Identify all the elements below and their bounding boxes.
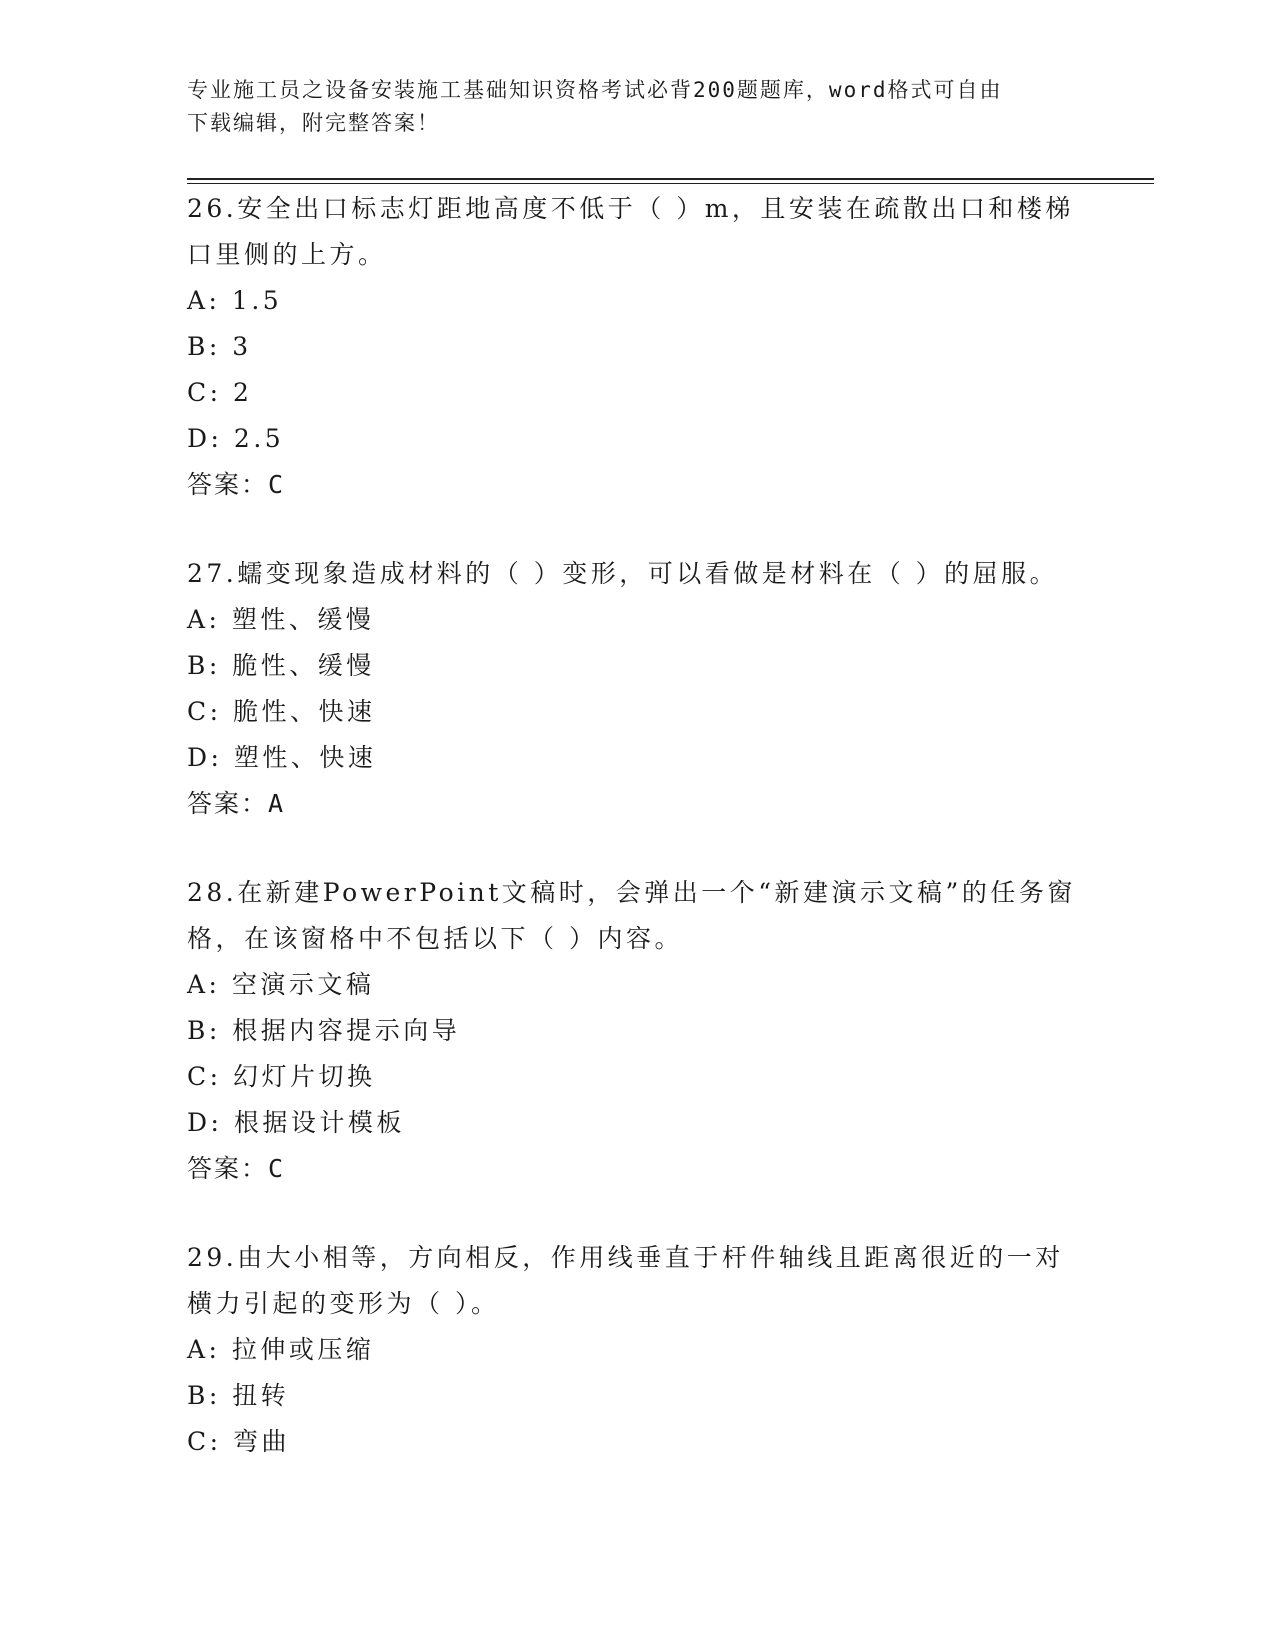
question-26 [187,186,1087,508]
header-divider-thick [187,178,1154,180]
option-c: C: 2 [187,378,253,407]
answer-line: 答案：A [187,789,286,818]
header-divider-thin [187,183,1154,184]
option-a: A: 空演示文稿 [187,970,375,999]
question-28 [187,870,1087,1192]
option-b: B: 3 [187,332,252,361]
option-c: C: 弯曲 [187,1427,290,1456]
answer-line: 答案：C [187,1154,286,1183]
option-c: C: 脆性、快速 [187,697,376,726]
document-header [187,74,1087,140]
header-line-2: 下载编辑，附完整答案！ [187,111,440,135]
question-29 [187,1235,1087,1465]
option-d: D: 根据设计模板 [187,1108,405,1137]
option-a: A: 塑性、缓慢 [187,605,375,634]
header-line-1: 专业施工员之设备安装施工基础知识资格考试必背200题题库，word格式可自由 [187,78,1003,102]
option-b: B: 脆性、缓慢 [187,651,375,680]
option-a: A: 1.5 [187,286,283,315]
option-b: B: 扭转 [187,1381,290,1410]
question-27 [187,551,1087,827]
option-c: C: 幻灯片切换 [187,1062,376,1091]
answer-line: 答案：C [187,470,286,499]
question-stem: 27.蠕变现象造成材料的（ ）变形，可以看做是材料在（ ）的屈服。 [187,559,1059,588]
option-b: B: 根据内容提示向导 [187,1016,461,1045]
option-d: D: 塑性、快速 [187,743,377,772]
question-stem: 29.由大小相等，方向相反，作用线垂直于杆件轴线且距离很近的一对横力引起的变形为（ ）。 [187,1243,1064,1318]
question-stem: 26.安全出口标志灯距地高度不低于（ ）m，且安装在疏散出口和楼梯口里侧的上方。 [187,194,1074,269]
option-d: D: 2.5 [187,424,285,453]
option-a: A: 拉伸或压缩 [187,1335,375,1364]
question-stem: 28.在新建PowerPoint文稿时，会弹出一个“新建演示文稿”的任务窗格，在该窗格中不包括以下（ ）内容。 [187,878,1076,953]
question-list [187,186,1087,1508]
